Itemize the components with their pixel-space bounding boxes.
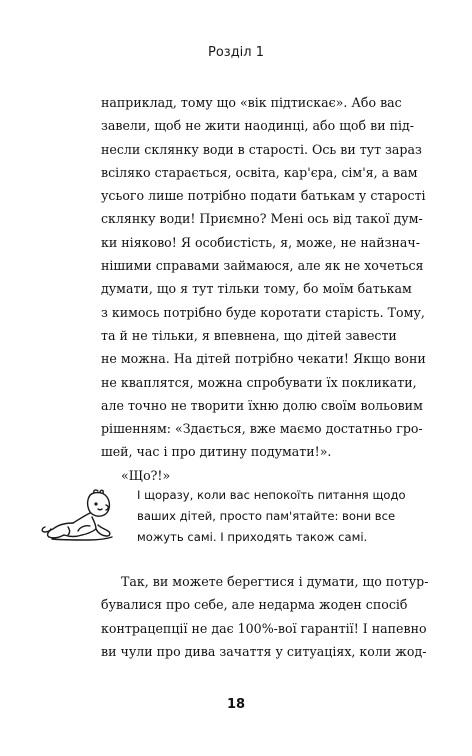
page-number: 18 — [226, 697, 246, 712]
text-line: ки ніяково! Я особистість, я, може, не найзнач- — [101, 234, 420, 250]
callout-line: ваших дітей, просто пам'ятайте: вони все — [137, 509, 396, 523]
text-line: всіляко старається, освіта, кар'єра, сім'я, а вам — [101, 164, 418, 180]
baby-crawling-icon — [40, 487, 130, 549]
paragraph-1 — [101, 91, 426, 487]
callout-text — [137, 485, 406, 548]
callout-box — [40, 485, 406, 565]
callout-line: можуть самі. І приходять також самі. — [137, 530, 368, 544]
text-line: рішенням: «Здається, вже маємо достатньо гро- — [101, 421, 423, 437]
text-line: не можна. На дітей потрібно чекати! Якщо вони — [101, 351, 426, 367]
text-line-quote: «Що?!» — [121, 467, 171, 483]
text-line: не кваплятся, можна спробувати їх покликати, — [101, 374, 417, 390]
text-line: контрацепції не дає 100%-вої гарантії! І напевно — [101, 620, 427, 636]
text-line: бувалися про себе, але недарма жоден спосіб — [101, 597, 408, 613]
text-line: та й не тільки, я впевнена, що дітей завести — [101, 327, 397, 343]
text-line: думати, що я тут тільки тому, бо моїм батькам — [101, 281, 412, 297]
text-line: шей, час і про дитину подумати!». — [101, 444, 332, 460]
running-head: Розділ 1 — [207, 45, 265, 60]
callout-line: І щоразу, коли вас непокоїть питання щодо — [137, 488, 406, 502]
text-line: усього лише потрібно подати батькам у старості — [101, 188, 426, 204]
paragraph-2 — [101, 570, 429, 663]
text-line: завели, щоб не жити наодинці, або щоб ви під- — [101, 118, 415, 134]
text-line: з кимось потрібно буде коротати старість. Тому, — [101, 304, 425, 320]
text-line: Так, ви можете берегтися і думати, що потур- — [121, 574, 429, 589]
text-line: нішими справами займаюся, але як не хочеться — [101, 258, 424, 274]
text-line: склянку води! Приємно? Мені ось від такої дум- — [101, 211, 423, 227]
text-line: ви чули про дива зачаття у ситуаціях, коли жод- — [101, 643, 427, 659]
text-line: але точно не творити їхню долю своїм вольовим — [101, 397, 423, 413]
text-line: несли склянку води в старості. Ось ви тут зараз — [101, 141, 422, 157]
text-line: наприклад, тому що «вік підтискає». Або вас — [101, 95, 402, 110]
